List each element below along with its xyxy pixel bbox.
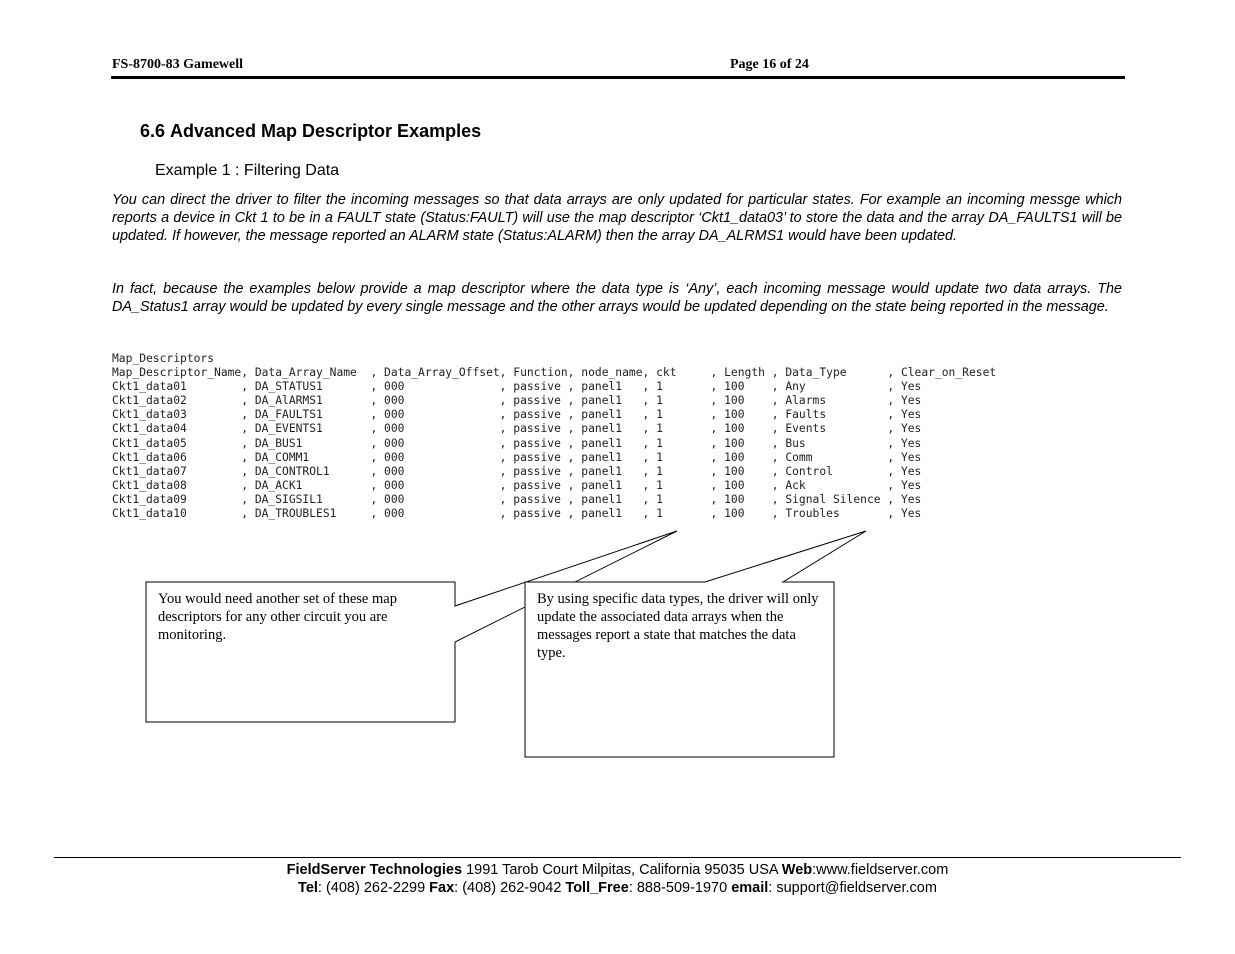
footer-toll: : 888-509-1970 — [628, 880, 732, 896]
footer-email-label: email — [731, 880, 769, 896]
callout-text-circuit: You would need another set of these map descriptors for any other circuit you are monitoring. — [158, 591, 397, 643]
footer-tel: : (408) 262-2299 — [317, 880, 430, 896]
footer-address-line — [54, 862, 1181, 878]
footer-fax: : (408) 262-9042 — [454, 880, 566, 896]
footer-divider — [54, 857, 1181, 858]
footer-fax-label: Fax — [429, 880, 455, 896]
paragraph-any-type: In fact, because the examples below provide a map descriptor where the data type is ‘Any’, each incoming message would update two data arrays. The DA_Status1 array would be updated by every single message and the other arrays would be updated depending on the state being reported in the message. — [112, 281, 1122, 315]
footer-contact-line — [54, 880, 1181, 896]
example-title: Example 1 : Filtering Data — [155, 162, 340, 179]
page-number: Page 16 of 24 — [730, 57, 809, 72]
footer-tel-label: Tel — [298, 880, 318, 896]
footer-toll-label: Toll_Free — [565, 880, 629, 896]
footer-email-link[interactable]: : support@fieldserver.com — [768, 880, 937, 896]
footer-web-label: Web — [781, 862, 813, 878]
document-title: FS-8700-83 Gamewell — [112, 57, 244, 72]
paragraph-filtering: You can direct the driver to filter the incoming messages so that data arrays are only updated for particular states. For example an incoming messge which reports a device in Ckt 1 to be in a FAULT state (Status:FAULT) will use the map descriptor ‘Ckt1_data03’ to store the data and the array DA_FAULTS1 will be updated. If however, the message reported an ALARM state (Status:ALARM) then the array DA_ALRMS1 would have been updated. — [112, 192, 1122, 244]
callout-text-data-types: By using specific data types, the driver will only update the associated data arrays when the messages report a state that matches the data type. — [537, 591, 819, 661]
section-title: Advanced Map Descriptor Examples — [170, 121, 482, 141]
map-descriptors-code: Map_Descriptors Map_Descriptor_Name, Data_Array_Name , Data_Array_Offset, Function, node_name, ckt , Length , Data_Type , Clear_on_Reset Ckt1_data01 , DA_STATUS1 , 000 , passive , panel1 , 1 , 100 , Any , Yes Ckt1_data02 , DA_AlARMS1 , 000 , passive , panel1 , 1 , 100 , Alarms , Yes Ckt1_data03 , DA_FAULTS1 , 000 , passive , panel1 , 1 , 100 , Faults , Yes Ckt1_data04 , DA_EVENTS1 , 000 , passive , panel1 , 1 , 100 , Events , Yes Ckt1_data05 , DA_BUS1 , 000 , passive , panel1 , 1 , 100 , Bus , Yes Ckt1_data06 , DA_COMM1 , 000 , passive , panel1 , 1 , 100 , Comm , Yes Ckt1_data07 , DA_CONTROL1 , 000 , passive , panel1 , 1 , 100 , Control , Yes Ckt1_data08 , DA_ACK1 , 000 , passive , panel1 , 1 , 100 , Ack , Yes Ckt1_data09 , DA_SIGSIL1 , 000 , passive , panel1 , 1 , 100 , Signal Silence , Yes Ckt1_data10 , DA_TROUBLES1 , 000 , passive , panel1 , 1 , 100 , Troubles , Yes — [112, 352, 997, 521]
section-number: 6.6 — [140, 121, 166, 141]
footer-web-link[interactable]: :www.fieldserver.com — [812, 862, 949, 878]
footer-company: FieldServer Technologies — [286, 862, 463, 878]
footer-address: 1991 Tarob Court Milpitas, California 95035 USA — [462, 862, 782, 878]
